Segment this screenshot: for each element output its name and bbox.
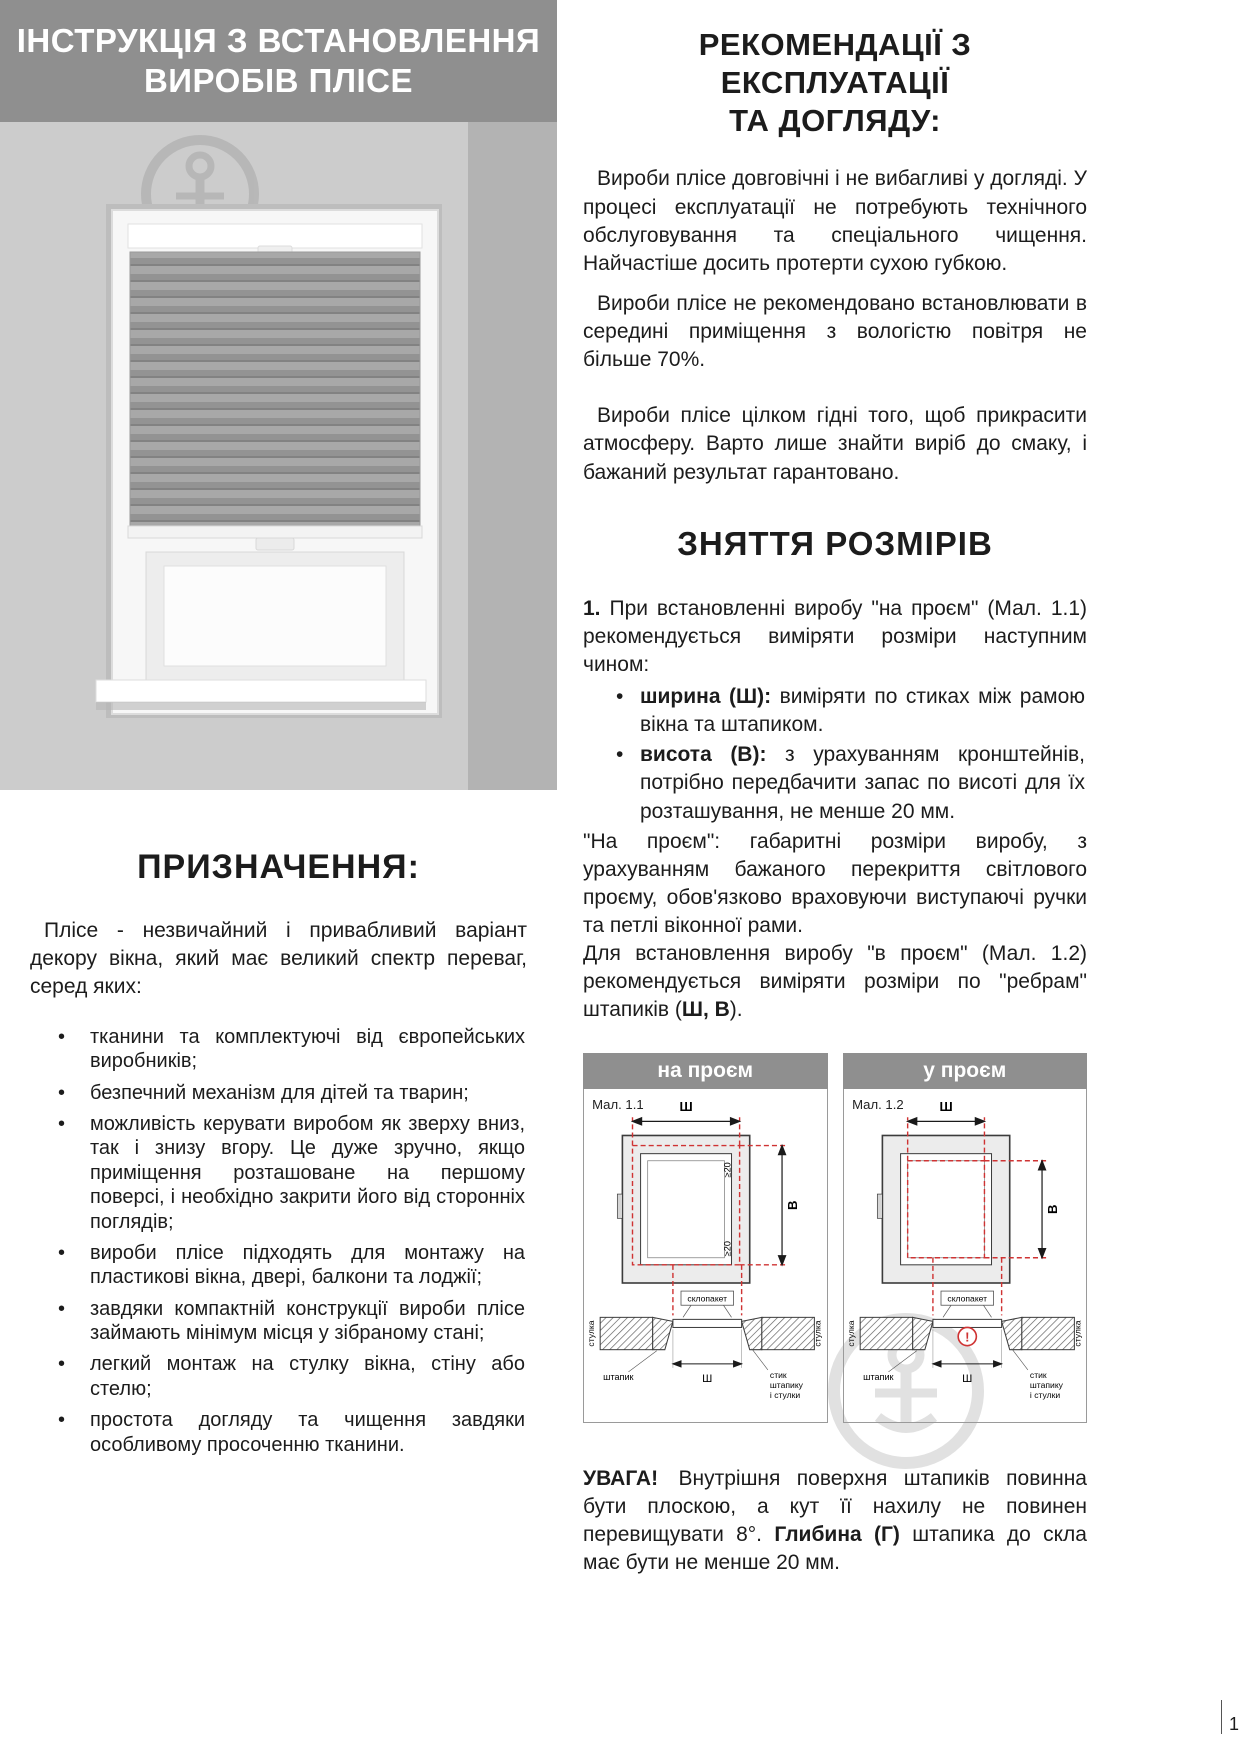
list-item: • ширина (Ш): виміряти по стиках між рамою вікна та штапиком. bbox=[640, 683, 1085, 739]
list-item: • завдяки компактній конструкції вироби плісе займають мінімум місця у зібраному стані; bbox=[90, 1297, 525, 1346]
lower-pane bbox=[164, 566, 386, 666]
bead-label: штапик bbox=[603, 1371, 634, 1382]
panel-body bbox=[583, 1089, 828, 1423]
left-banner bbox=[0, 0, 557, 122]
care-paragraph: Вироби плісе довговічні і не вибагливі у догляді. У процесі експлуатації не потребують технічного обслуговування та спеціального чищення. Найчастіше досить протерти сухою губкою. bbox=[583, 167, 1087, 275]
joint-label: штапику bbox=[769, 1379, 803, 1390]
panel-body bbox=[843, 1089, 1088, 1423]
height-label: В bbox=[1044, 1204, 1060, 1214]
list-item: • легкий монтаж на стулку вікна, стіну або стелю; bbox=[90, 1352, 525, 1401]
pleated-blind bbox=[130, 252, 420, 526]
window-handle bbox=[617, 1194, 622, 1218]
care-heading-line1: РЕКОМЕНДАЦІЇ З ЕКСПЛУАТАЦІЇ bbox=[698, 27, 972, 100]
diagram-panel-u-proem bbox=[843, 1053, 1088, 1423]
section-width-arrow bbox=[932, 1360, 1001, 1366]
measure-paragraph: "На проєм": габаритні розміри виробу, з урахуванням бажаного перекриття світлового проєму, обов'язково враховуючи виступаючі ручки та петлі віконної рами. bbox=[583, 829, 1087, 938]
page-number-value: 1 bbox=[1228, 1714, 1239, 1734]
glazing-unit bbox=[932, 1319, 1001, 1327]
joint-label: стик bbox=[769, 1369, 787, 1380]
diagrams-row bbox=[583, 1053, 1087, 1423]
figure-label: Мал. 1.1 bbox=[592, 1096, 644, 1112]
width-arrow bbox=[907, 1117, 984, 1124]
gap-annotation: ≥20 bbox=[722, 1161, 733, 1177]
measure-paragraph: Для встановлення виробу "в проєм" (Мал. 1.2) рекомендується виміряти розміри по "ребрам" штапиків (Ш, В). bbox=[583, 942, 1087, 1022]
step-number: 1. bbox=[583, 596, 601, 620]
sash-label: стулка bbox=[586, 1320, 597, 1347]
list-item: • простота догляду та чищення завдяки особливому просоченню тканини. bbox=[90, 1408, 525, 1457]
window-sill bbox=[96, 680, 426, 702]
section-width-arrow bbox=[673, 1360, 742, 1366]
bead-label: штапик bbox=[862, 1371, 894, 1382]
sill-shadow bbox=[96, 702, 426, 710]
purpose-section bbox=[0, 848, 557, 1464]
list-item: • висота (В): з урахуванням кронштейнів, потрібно передбачити запас по висоті для їх розташування, не менше 20 мм. bbox=[640, 741, 1085, 825]
attention-label: УВАГА! bbox=[583, 1467, 659, 1490]
joint-label: штапику bbox=[1029, 1379, 1063, 1390]
window-illustration bbox=[0, 122, 557, 790]
list-item: • вироби плісе підходять для монтажу на пластикові вікна, двері, балкони та лоджії; bbox=[90, 1241, 525, 1290]
joint-label: і стулки bbox=[1029, 1389, 1060, 1400]
width-label: Ш bbox=[938, 1098, 953, 1114]
banner-title-line2: ВИРОБІВ ПЛІСЕ bbox=[143, 62, 414, 99]
window-photo bbox=[0, 122, 557, 790]
wall-reveal bbox=[468, 122, 557, 790]
width-label: Ш bbox=[679, 1098, 693, 1114]
measure-heading: ЗНЯТТЯ РОЗМІРІВ bbox=[677, 524, 993, 562]
sash-label: стулка bbox=[812, 1320, 823, 1347]
list-item: • тканини та комплектуючі від європейських виробників; bbox=[90, 1025, 525, 1074]
blind-bottom-rail bbox=[128, 526, 422, 538]
purpose-list bbox=[0, 1025, 557, 1457]
sash-label: стулка bbox=[845, 1320, 856, 1347]
section-width-label: Ш bbox=[961, 1372, 972, 1385]
diagram-figure-1-1 bbox=[584, 1089, 827, 1422]
figure-label: Мал. 1.2 bbox=[851, 1096, 904, 1112]
banner-title-line1: ІНСТРУКЦІЯ З ВСТАНОВЛЕННЯ bbox=[16, 21, 541, 59]
purpose-intro: Плісе - незвичайний і привабливий варіант декору вікна, який має великий спектр переваг, серед яких: bbox=[30, 919, 527, 998]
glazing-label: склопакет bbox=[687, 1293, 728, 1304]
list-item: • можливість керувати виробом як зверху вниз, так і знизу вгору. Це дуже зручно, якщо приміщення розташоване на першому поверсі, і необхідно закрити його від сторонніх поглядів; bbox=[90, 1112, 525, 1234]
sash-section bbox=[600, 1317, 653, 1349]
bead-section bbox=[653, 1317, 673, 1349]
measure-list bbox=[583, 683, 1087, 826]
sash-section bbox=[762, 1317, 815, 1349]
blind-cassette bbox=[128, 224, 422, 248]
glazing-label: склопакет bbox=[946, 1293, 987, 1304]
bead-section bbox=[1001, 1317, 1021, 1349]
diagram-panel-na-proem bbox=[583, 1053, 828, 1423]
section-width-label: Ш bbox=[702, 1372, 713, 1385]
sash-section bbox=[1021, 1317, 1074, 1349]
gap-annotation: ≥20 bbox=[722, 1240, 733, 1256]
care-paragraph: Вироби плісе не рекомендовано встановлювати в середині приміщення з вологістю повітря не більше 70%. bbox=[583, 291, 1087, 372]
rail-handle bbox=[256, 538, 294, 550]
window-handle bbox=[877, 1194, 882, 1218]
care-heading bbox=[583, 26, 1087, 139]
joint-label: стик bbox=[1029, 1369, 1047, 1380]
attention-paragraph: УВАГА! Внутрішня поверхня штапиків повинна бути плоскою, а кут її нахилу не повинен перевищувати 8°. Глибина (Г) штапика до скла має бути не менше 20 мм. bbox=[583, 1467, 1087, 1575]
height-label: В bbox=[785, 1200, 801, 1210]
list-item: • безпечний механізм для дітей та тварин; bbox=[90, 1081, 525, 1105]
sash-label: стулка bbox=[1071, 1320, 1082, 1347]
panel-header: у проєм bbox=[843, 1053, 1088, 1089]
warning-glyph: ! bbox=[964, 1329, 969, 1345]
purpose-heading: ПРИЗНАЧЕННЯ: bbox=[137, 848, 420, 886]
right-column bbox=[583, 0, 1087, 1578]
bead-section bbox=[912, 1317, 932, 1349]
care-heading-line2: ТА ДОГЛЯДУ: bbox=[729, 102, 941, 138]
bead-section bbox=[742, 1317, 762, 1349]
width-arrow bbox=[633, 1117, 740, 1124]
joint-label: і стулки bbox=[769, 1389, 801, 1400]
glazing-unit bbox=[673, 1319, 742, 1327]
care-paragraph: Вироби плісе цілком гідні того, щоб прикрасити атмосферу. Варто лише знайти виріб до смаку, і бажаний результат гарантовано. bbox=[583, 404, 1087, 484]
sash-section bbox=[860, 1317, 913, 1349]
measure-step: 1. При встановленні виробу "на проєм" (Мал. 1.1) рекомендується виміряти розміри наступним чином: bbox=[583, 596, 1087, 676]
page-number bbox=[1221, 1700, 1239, 1734]
diagram-figure-1-2 bbox=[844, 1089, 1087, 1422]
panel-header: на проєм bbox=[583, 1053, 828, 1089]
page-number-divider bbox=[1221, 1700, 1222, 1734]
